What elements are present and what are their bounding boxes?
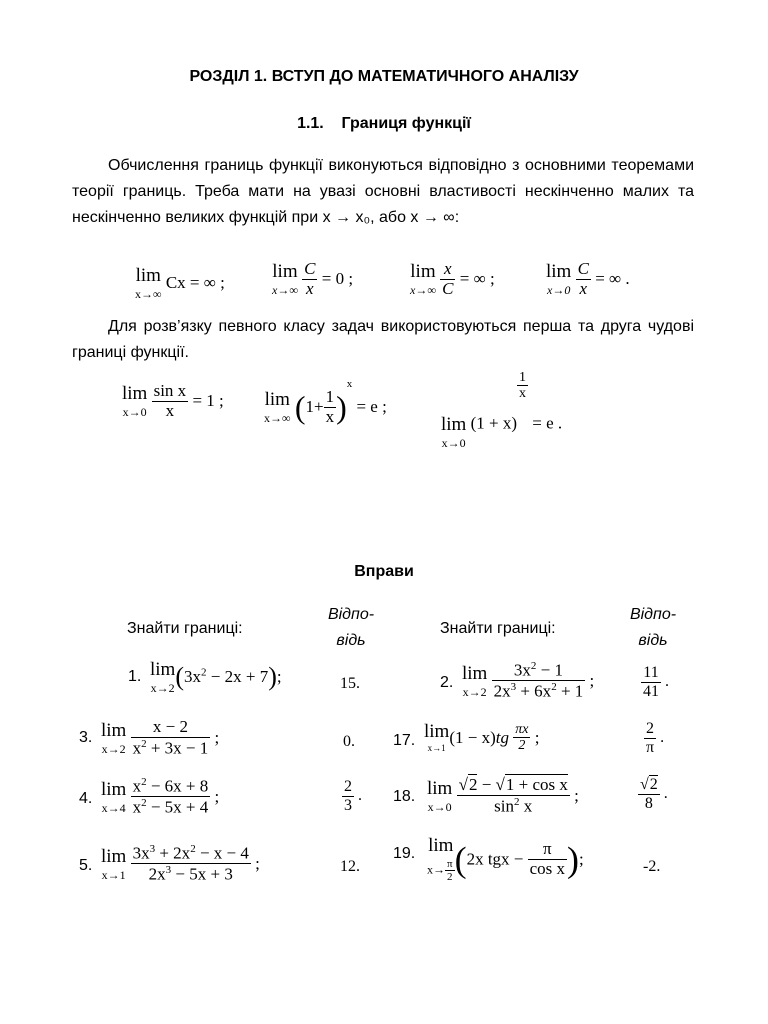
exercise-answer: 0. [343, 733, 355, 750]
exercise-2-formula: lim x→2 $\frac{3x^2 - 1}{2x^3 + 6x^2 + 1}$ ; [462, 660, 595, 701]
chapter-heading: РОЗДІЛ 1. ВСТУП ДО МАТЕМАТИЧНОГО АНАЛІЗУ [189, 68, 579, 85]
exercise-5-formula: lim x→1 $\frac{3x^3 + 2x^2 - x - 4}{2x^3 - 5x + 3}$ ; [101, 843, 260, 884]
section-heading: 1.1. Границя функції [297, 115, 471, 132]
find-limits-label-right: Знайти границі: [440, 620, 556, 637]
exercise-number: 1. [128, 668, 142, 685]
exercise-answer: $\frac{2}{3}$ . [344, 778, 362, 814]
exercise-answer: $\frac{√2}{8}$ . [640, 776, 668, 812]
exercise-4-formula: lim x→4 $\frac{x^2 - 6x + 8}{x^2 - 5x + 4}$ ; [101, 776, 220, 817]
exercise-3-formula: lim x→2 $\frac{x - 2}{x^2 + 3x - 1}$ ; [101, 717, 220, 758]
formula-lim-cx: lim x→∞ Cx = ∞ ; [135, 265, 225, 301]
formula-lim-c-over-x-zero: lim x→0 $\frac{C}{x}$ = ∞ . [546, 259, 630, 298]
exercise-number: 19. [393, 845, 416, 862]
exercise-17-formula: lim x→1 (1 − x)tg $\frac{\pi x}{2}$ ; [424, 721, 540, 754]
exercise-number: 18. [393, 788, 416, 805]
find-limits-label-left: Знайти границі: [127, 620, 243, 637]
exercise-number: 3. [79, 729, 93, 746]
formula-lim-x-over-c: lim x→∞ $\frac{x}{C}$ = ∞ ; [410, 259, 495, 298]
formula-second-remarkable-limit: lim x→∞ (1+ $\frac{1}{x}$ )$^x$ = e ; [264, 378, 387, 426]
exercise-number: 5. [79, 857, 93, 874]
exercise-1-formula: lim x→2 $(3x^2 - 2x + 7)$; [150, 659, 282, 695]
exercise-18-formula: lim x→0 $\frac{\text{√2 − √1 + cos x}}{\sin^2 x}$ ; [427, 775, 579, 816]
exercise-answer: $\frac{11}{41}$ . [643, 664, 669, 700]
formula-second-remarkable-limit-alt: lim x→0 (1 + x) $\frac{1}{x}$ = e . [441, 370, 563, 451]
answer-header-right: Відпо- відь [629, 606, 677, 649]
intro-paragraph: Обчислення границь функції виконуються відповідно з основними теоремами теорії границь. Треба мати на увазі основні властивості нескінченно малих та нескінченно великих функцій при x → x₀, або x → ∞: [72, 157, 694, 226]
exercise-answer: -2. [643, 858, 661, 875]
answer-header-left: Відпо- відь [327, 606, 375, 649]
exercise-number: 4. [79, 790, 93, 807]
exercise-answer: 15. [340, 675, 360, 692]
exercises-title: Вправи [354, 563, 414, 580]
remarkable-limits-paragraph: Для розв’язку певного класу задач використовуються перша та друга чудові границі функції. [72, 318, 694, 361]
exercise-answer: $\frac{2}{\pi}$ . [646, 720, 665, 756]
exercise-number: 2. [440, 674, 454, 691]
formula-first-remarkable-limit: lim x→0 $\frac{\text{sin x}}{x}$ = 1 ; [122, 381, 224, 420]
formula-lim-c-over-x: lim x→∞ $\frac{C}{x}$ = 0 ; [272, 259, 354, 298]
exercise-19-formula: lim x→ $\frac{\pi}{2}$ (2x tgx − $\frac{\pi}{\text{cos x}}$ ); [427, 835, 584, 884]
exercise-answer: 12. [340, 858, 360, 875]
exercise-number: 17. [393, 732, 416, 749]
